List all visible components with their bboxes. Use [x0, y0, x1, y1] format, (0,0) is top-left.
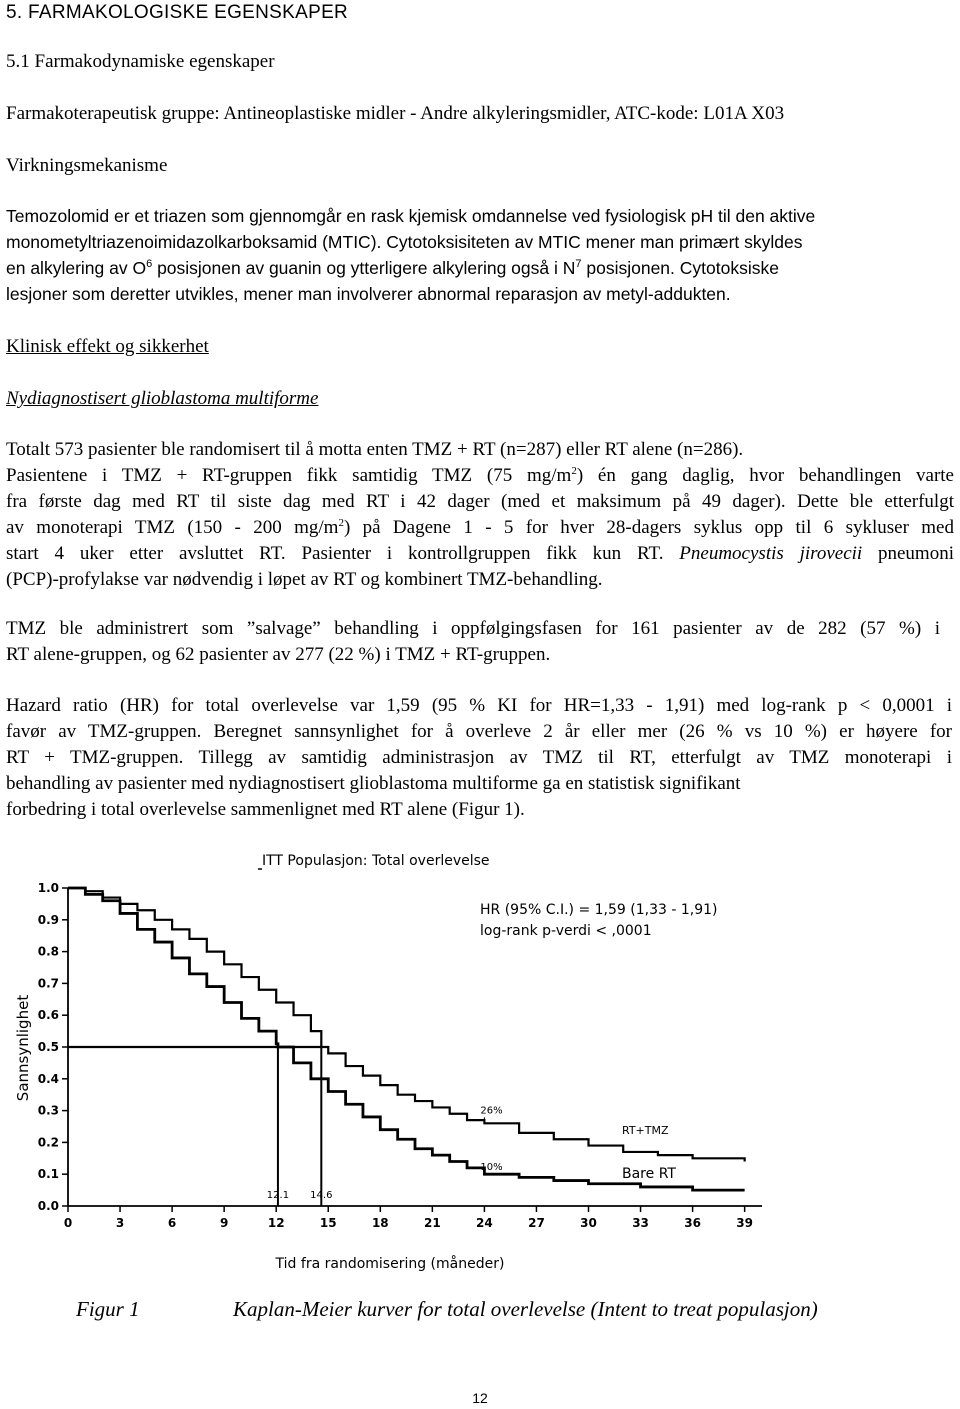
text-run: posisjonen. Cytotoksiske	[581, 258, 779, 278]
x-tick-label: 9	[219, 1216, 229, 1230]
text-run: ) på Dagene 1 - 5 for hver 28-dagers syklus opp til 6 sykluser med	[343, 517, 954, 538]
x-tick-label: 18	[371, 1216, 389, 1230]
text-line: forbedring i total overlevelse sammenlignet med RT alene (Figur 1).	[6, 799, 525, 820]
y-axis-label: Sannsynlighet	[14, 994, 32, 1102]
x-tick-label: 0	[63, 1216, 73, 1230]
survival-10-label: 10%	[480, 1162, 503, 1174]
subgroup-heading: Nydiagnostisert glioblastoma multiforme	[6, 388, 319, 409]
y-tick-label: 0.1	[37, 1167, 59, 1182]
clinical-heading: Klinisk effekt og sikkerhet	[6, 336, 209, 357]
x-tick-label: 39	[736, 1216, 754, 1230]
y-tick-label: 0.8	[37, 944, 59, 959]
text-line: (PCP)-profylakse var nødvendig i løpet av RT og kombinert TMZ-behandling.	[6, 569, 603, 590]
salvage-paragraph	[6, 616, 940, 668]
text-run: av monoterapi TMZ (150 - 200 mg/m	[6, 517, 339, 538]
text-line: Hazard ratio (HR) for total overlevelse var 1,59 (95 % KI for HR=1,33 - 1,91) med log-rank p < 0,0001 i	[6, 695, 952, 716]
text-run: ) én gang daglig, hvor behandlingen varte	[576, 465, 954, 486]
legend-label-rt-tmz: RT+TMZ	[622, 1124, 669, 1137]
y-tick-label: 0.3	[37, 1103, 59, 1118]
y-tick-group	[38, 881, 68, 1213]
superscript: 2	[571, 465, 577, 477]
legend-label-rt: Bare RT	[622, 1166, 676, 1182]
text-run: start 4 uker etter avsluttet RT. Pasienter i kontrollgruppen fikk kun RT.	[6, 543, 680, 564]
y-tick-label: 1.0	[37, 881, 59, 895]
text-run: posisjonen av guanin og ytterligere alkylering også i N	[152, 258, 576, 278]
superscript: 6	[146, 258, 153, 270]
text-line	[6, 255, 952, 281]
x-axis-label: Tid fra randomisering (måneder)	[275, 1256, 505, 1272]
text-run: pneumoni	[862, 543, 954, 564]
median-label: 12.1	[266, 1190, 290, 1201]
figure-caption: Kaplan-Meier kurver for total overlevelse (Intent to treat populasjon)	[233, 1297, 818, 1321]
study-design-paragraph	[6, 437, 954, 593]
x-tick-label: 36	[684, 1216, 701, 1230]
mechanism-heading: Virkningsmekanisme	[6, 155, 168, 176]
superscript: 7	[575, 258, 582, 270]
x-tick-group	[64, 1206, 753, 1230]
hazard-ratio-paragraph	[6, 693, 952, 823]
median-label: 14.6	[310, 1190, 333, 1201]
x-tick-label: 6	[167, 1216, 177, 1230]
text-line: RT + TMZ-gruppen. Tillegg av samtidig administrasjon av TMZ til RT, etterfulgt av TMZ monoterapi i	[6, 747, 952, 768]
text-line: fra første dag med RT til siste dag med RT i 42 dager (med et maksimum på 49 dager). Dette ble etterfulgt	[6, 491, 954, 512]
x-tick-label: 3	[115, 1216, 125, 1230]
x-tick-label: 21	[423, 1216, 441, 1230]
x-tick-label: 15	[319, 1216, 337, 1230]
y-tick-label: 0.7	[37, 976, 59, 991]
chart-title: ITT Populasjon: Total overlevelse	[262, 853, 490, 869]
survival-26-label: 26%	[480, 1105, 503, 1117]
y-tick-label: 0.0	[37, 1199, 59, 1213]
text-line: lesjoner som deretter utvikles, mener man involverer abnormal reparasjon av metyl-addukten.	[6, 284, 731, 304]
text-line: behandling av pasienter med nydiagnostisert glioblastoma multiforme ga en statistisk signifikant	[6, 773, 741, 794]
text-line: Totalt 573 pasienter ble randomisert til å motta enten TMZ + RT (n=287) eller RT alene (n=286).	[6, 439, 744, 460]
x-tick-label: 33	[632, 1216, 649, 1230]
median-guide-group	[68, 1047, 332, 1206]
y-tick-label: 0.6	[37, 1008, 59, 1023]
y-tick-label: 0.4	[37, 1071, 59, 1086]
text-run: Pasientene i TMZ + RT-gruppen fikk samtidig TMZ (75 mg/m	[6, 465, 572, 486]
y-tick-label: 0.5	[37, 1040, 59, 1054]
kaplan-meier-chart	[0, 838, 960, 1288]
subsection-heading: 5.1 Farmakodynamiske egenskaper	[6, 51, 275, 72]
page-number: 12	[472, 1390, 488, 1406]
hr-stat-text: HR (95% C.I.) = 1,59 (1,33 - 1,91)	[480, 902, 718, 918]
text-line	[6, 515, 954, 541]
text-run: en alkylering av O	[6, 258, 147, 278]
mechanism-paragraph	[6, 203, 952, 307]
x-tick-label: 27	[528, 1216, 545, 1230]
pharmacotherapeutic-group: Farmakoterapeutisk gruppe: Antineoplastiske midler - Andre alkyleringsmidler, ATC-kode: L01A X03	[6, 103, 785, 124]
chart-title-group	[258, 853, 490, 869]
text-line: RT alene-gruppen, og 62 pasienter av 277 (22 %) i TMZ + RT-gruppen.	[6, 644, 551, 665]
text-line	[6, 463, 954, 489]
text-line: favør av TMZ-gruppen. Beregnet sannsynlighet for å overleve 2 år eller mer (26 % vs 10 %) er høyere for	[6, 721, 952, 742]
text-line: Temozolomid er et triazen som gjennomgår en rask kjemisk omdannelse ved fysiologisk pH til den aktive	[6, 206, 816, 226]
x-tick-label: 24	[476, 1216, 493, 1230]
x-tick-label: 12	[267, 1216, 285, 1230]
text-line: TMZ ble administrert som ”salvage” behandling i oppfølgingsfasen for 161 pasienter av de 282 (57 %) i	[6, 618, 940, 639]
logrank-stat-text: log-rank p-verdi < ,0001	[480, 923, 652, 939]
figure-label: Figur 1	[76, 1297, 140, 1321]
text-line: monometyltriazenoimidazolkarboksamid (MTIC). Cytotoksisiteten av MTIC mener man primært skyldes	[6, 232, 803, 252]
annotation-group	[480, 1105, 676, 1182]
y-tick-label: 0.9	[37, 912, 59, 927]
y-tick-label: 0.2	[37, 1135, 59, 1150]
text-line	[6, 541, 954, 567]
x-tick-label: 30	[580, 1216, 597, 1230]
text-run: Pneumocystis jirovecii	[679, 543, 863, 564]
section-heading: 5. FARMAKOLOGISKE EGENSKAPER	[6, 2, 349, 23]
superscript: 2	[338, 517, 344, 529]
